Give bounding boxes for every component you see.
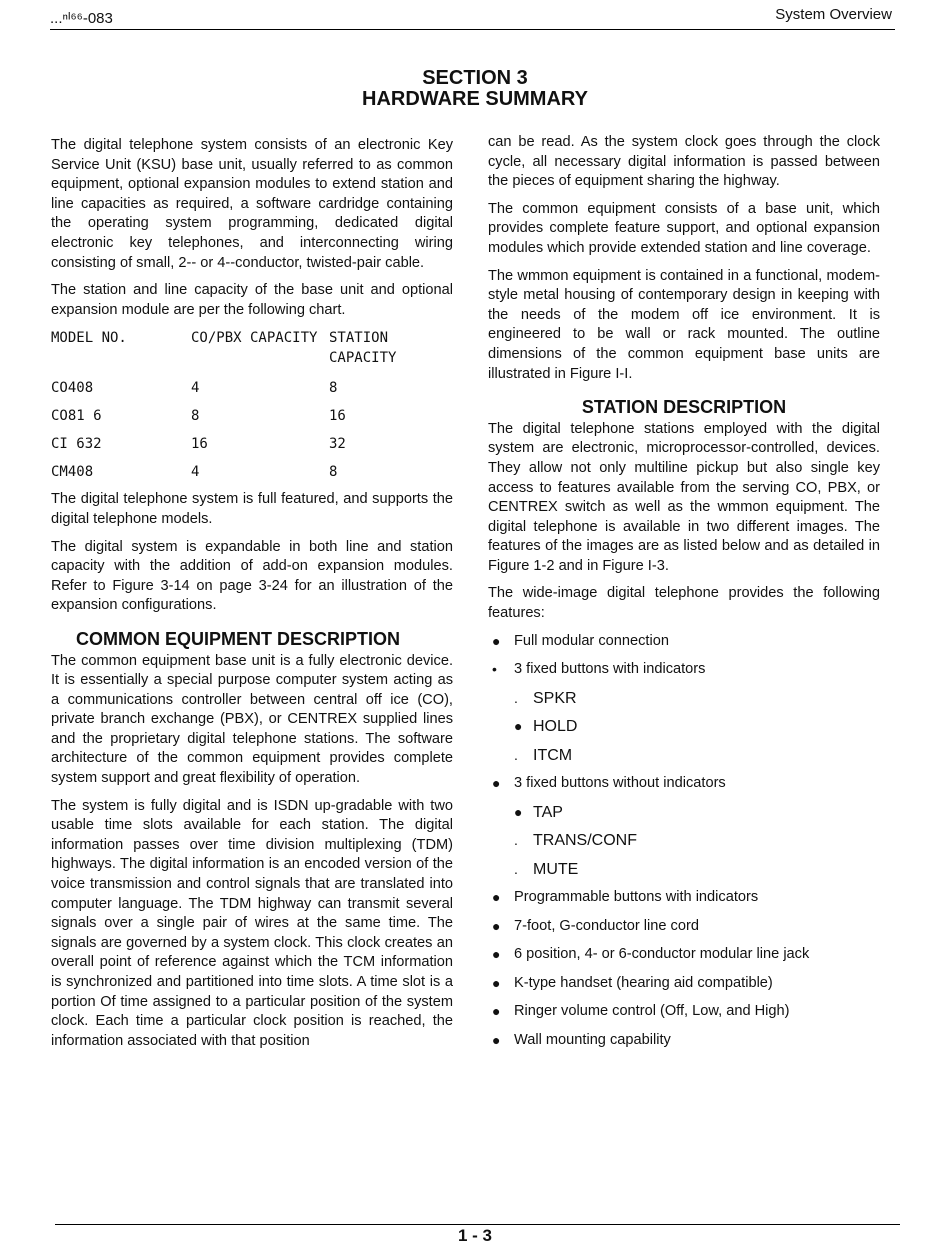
column-header-model: MODEL NO. — [51, 330, 127, 347]
section-name: System Overview — [775, 6, 892, 23]
cell-station: 8 — [329, 379, 338, 396]
feature-item — [488, 917, 880, 946]
cell-co-pbx: 4 — [191, 379, 200, 396]
digital-system-paragraph: The system is fully digital and is ISDN up-gradable with two usable time slots available for each station. The digital information passes over time division multiplexing (TDM) highways. The digital information is an encoded version of the voice transmission and control signals that are translated into computer language. The TDM highway can transmit several signals over a single pair of wires at the same time. The signals are governed by a system clock. This clock creates an overall point of reference against which the TCM information is synchronized and partitioned into time slots. A time slot is a portion Of time assigned to a particular position of the system clock. Each time a particular clock position is reached, the information associated with that position — [51, 797, 453, 1049]
expansion-paragraph: The digital system is expandable in both line and station capacity with the addition of add-on expansion modules. Refer to Figure 3-14 on page 3-24 for an illustration of the expansion configurations. — [51, 538, 453, 614]
common-equipment-heading: COMMON EQUIPMENT DESCRIPTION — [76, 628, 401, 649]
station-paragraph: The digital telephone stations employed with the digital system are electronic, microprocessor-controlled, devices. They allow not only multiline pickup but also single key access to features available from the serving CO, PBX, or CENTREX switch as well as the wmmon equipment. The digital telephone is available in two different images. The features of the images are as listed below and as detailed in Figure 1-2 and in Figure I-3. — [488, 420, 880, 574]
cell-model: CI 632 — [51, 435, 102, 452]
bullet-icon: ● — [514, 803, 523, 820]
feature-sub-item — [488, 803, 880, 832]
document-id: ...ⁿᴵ⁶⁶-083 — [50, 10, 113, 27]
feature-text: Ringer volume control (Off, Low, and High) — [514, 1003, 790, 1020]
table-row — [51, 458, 453, 486]
feature-sub-item — [488, 831, 880, 860]
bullet-icon: . — [514, 832, 518, 849]
housing-paragraph: The wmmon equipment is contained in a functional, modem-style metal housing of contemporary design in keeping with the needs of the modem off ice environment. It is engineered to be wall or rack mounted. The outline dimensions of the common equipment base units are illustrated in Figure I-I. — [488, 267, 880, 382]
feature-text: K-type handset (hearing aid compatible) — [514, 974, 773, 991]
feature-text: Wall mounting capability — [514, 1031, 671, 1048]
bullet-icon: ● — [492, 1031, 501, 1048]
feature-sub-item — [488, 717, 880, 746]
cell-model: CO408 — [51, 379, 94, 396]
table-row — [51, 430, 453, 458]
column-header-co-pbx: CO/PBX CAPACITY — [191, 330, 318, 347]
bullet-icon: . — [514, 860, 518, 877]
left-column — [51, 136, 453, 1059]
cell-station: 32 — [329, 435, 346, 452]
column-header-station: STATION CAPACITY — [329, 330, 397, 367]
clock-paragraph: can be read. As the system clock goes through the clock cycle, all necessary digital information is passed between the pieces of equipment sharing the highway. — [488, 134, 880, 190]
feature-text: Programmable buttons with indicators — [514, 889, 759, 906]
feature-text: MUTE — [533, 860, 579, 878]
feature-item — [488, 945, 880, 974]
right-column — [488, 133, 880, 1059]
section-title-line2: HARDWARE SUMMARY — [362, 88, 588, 110]
capacity-paragraph: The station and line capacity of the base unit and optional expansion module are per the following chart. — [51, 282, 453, 318]
bullet-icon: ● — [492, 889, 501, 906]
cell-model: CM408 — [51, 463, 94, 480]
feature-list — [488, 632, 880, 1060]
features-paragraph: The digital telephone system is full featured, and supports the digital telephone models. — [51, 491, 453, 527]
cell-co-pbx: 4 — [191, 463, 200, 480]
feature-text: SPKR — [533, 689, 577, 707]
feature-sub-item — [488, 746, 880, 775]
bullet-icon: ● — [492, 917, 501, 934]
feature-item — [488, 888, 880, 917]
bullet-icon: ● — [492, 1003, 501, 1020]
feature-text: 3 fixed buttons with indicators — [514, 661, 706, 678]
feature-item — [488, 1031, 880, 1060]
feature-sub-item — [488, 689, 880, 718]
feature-text: Full modular connection — [514, 632, 669, 649]
feature-text: HOLD — [533, 718, 578, 736]
bullet-icon: ● — [492, 946, 501, 963]
wide-image-paragraph: The wide-image digital telephone provides the following features: — [488, 585, 880, 622]
page-number: 1 - 3 — [457, 1226, 493, 1245]
bullet-icon: ● — [492, 632, 501, 649]
bullet-icon: ● — [514, 718, 523, 735]
feature-sub-item — [488, 860, 880, 889]
bullet-icon: ● — [492, 974, 501, 991]
section-title-line1: SECTION 3 — [422, 67, 528, 89]
feature-item — [488, 632, 880, 661]
bullet-icon: . — [514, 746, 518, 763]
bullet-icon: . — [514, 689, 518, 706]
table-row — [51, 402, 453, 430]
footer-rule — [55, 1224, 900, 1225]
feature-text: 3 fixed buttons without indicators — [514, 775, 726, 792]
feature-item — [488, 774, 880, 803]
feature-item — [488, 974, 880, 1003]
capacity-table-header — [51, 328, 453, 374]
station-description-heading: STATION DESCRIPTION — [581, 397, 787, 418]
capacity-table — [51, 328, 453, 486]
base-unit-paragraph: The common equipment consists of a base unit, which provides complete feature support, and optional expansion modules which provide extended station and line coverage. — [488, 200, 880, 256]
cell-station: 8 — [329, 463, 338, 480]
feature-text: TAP — [533, 803, 563, 821]
bullet-icon: • — [492, 661, 497, 678]
feature-text: 7-foot, G-conductor line cord — [514, 917, 699, 934]
cell-co-pbx: 8 — [191, 407, 200, 424]
feature-text: TRANS/CONF — [533, 832, 637, 850]
header-rule — [50, 29, 895, 30]
section-title — [0, 68, 950, 110]
feature-text: ITCM — [533, 746, 573, 764]
intro-paragraph: The digital telephone system consists of an electronic Key Service Unit (KSU) base unit, usually referred to as common equipment, optional expansion modules to extend station and line capacities as required, a software cardridge containing the operating system programming, dedicated digital electronic key telephones, and interconnecting wiring consisting of small, 2-- or 4--conductor, twisted-pair cable. — [51, 137, 453, 271]
bullet-icon: ● — [492, 775, 501, 792]
feature-item — [488, 1002, 880, 1031]
cell-co-pbx: 16 — [191, 435, 208, 452]
cell-station: 16 — [329, 407, 346, 424]
feature-text: 6 position, 4- or 6-conductor modular line jack — [514, 946, 810, 963]
cell-model: CO81 6 — [51, 407, 102, 424]
common-equipment-paragraph: The common equipment base unit is a fully electronic device. It is essentially a special purpose computer system acting as a communications controller between central off ice (CO), private branch exchange (PBX), or CENTREX supplied lines and the proprietary digital telephone stations. The software architecture of the common equipment provides complete system support and great flexibility of operation. — [51, 652, 453, 787]
table-row — [51, 374, 453, 402]
feature-item — [488, 660, 880, 689]
